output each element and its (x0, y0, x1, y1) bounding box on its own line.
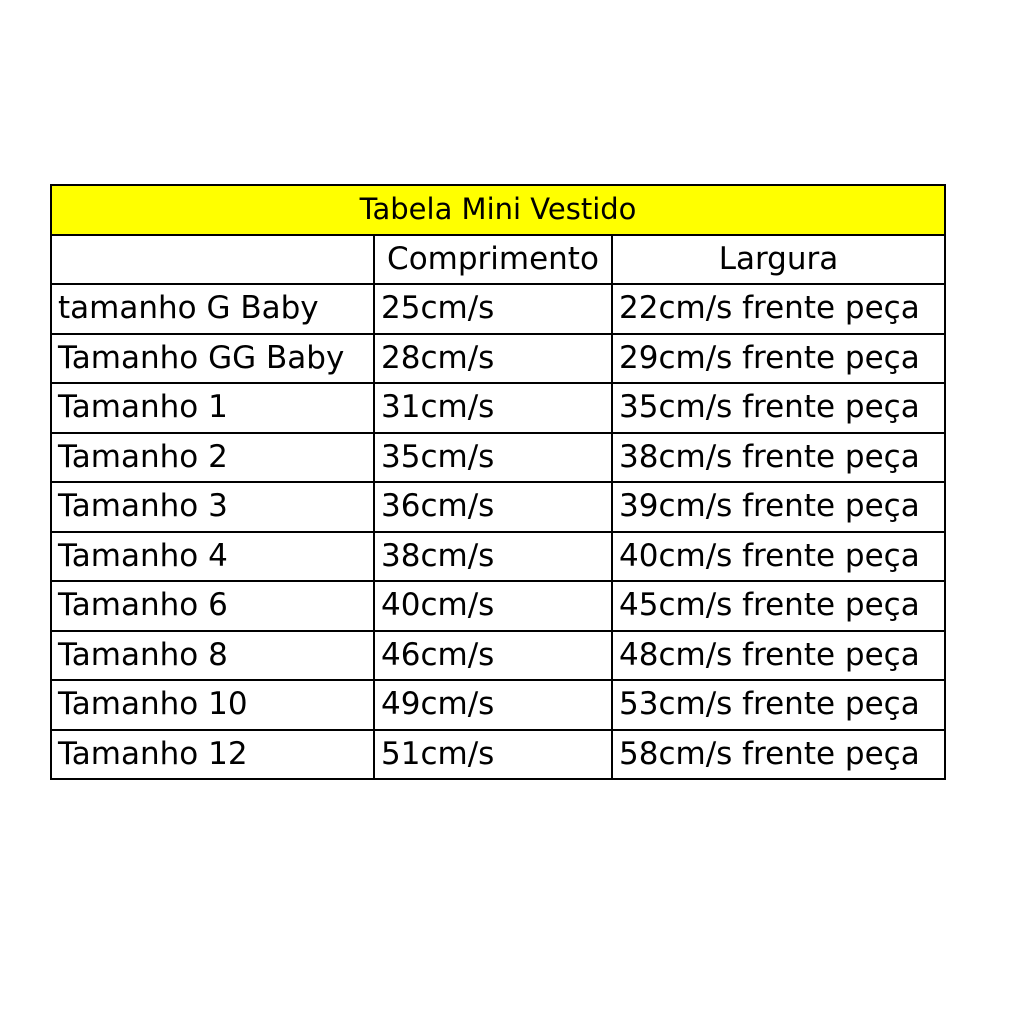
table-row (51, 680, 945, 730)
length-cell: 36cm/s (374, 482, 612, 532)
length-cell: 35cm/s (374, 433, 612, 483)
table-row (51, 284, 945, 334)
size-cell: Tamanho 1 (51, 383, 374, 433)
width-cell: 45cm/s frente peça (612, 581, 945, 631)
width-cell: 38cm/s frente peça (612, 433, 945, 483)
length-cell: 46cm/s (374, 631, 612, 681)
width-cell: 39cm/s frente peça (612, 482, 945, 532)
column-header-width: Largura (612, 235, 945, 285)
table-row (51, 383, 945, 433)
size-cell: Tamanho 6 (51, 581, 374, 631)
size-cell: Tamanho GG Baby (51, 334, 374, 384)
width-cell: 58cm/s frente peça (612, 730, 945, 780)
table-title: Tabela Mini Vestido (51, 185, 945, 235)
column-header-length: Comprimento (374, 235, 612, 285)
table-row (51, 631, 945, 681)
width-cell: 40cm/s frente peça (612, 532, 945, 582)
size-cell: Tamanho 4 (51, 532, 374, 582)
size-cell: Tamanho 3 (51, 482, 374, 532)
length-cell: 40cm/s (374, 581, 612, 631)
table-row (51, 334, 945, 384)
width-cell: 22cm/s frente peça (612, 284, 945, 334)
table-row (51, 730, 945, 780)
length-cell: 25cm/s (374, 284, 612, 334)
table-row (51, 433, 945, 483)
table-row (51, 532, 945, 582)
size-cell: tamanho G Baby (51, 284, 374, 334)
header-row (51, 235, 945, 285)
size-cell: Tamanho 12 (51, 730, 374, 780)
length-cell: 31cm/s (374, 383, 612, 433)
width-cell: 53cm/s frente peça (612, 680, 945, 730)
table-body (51, 284, 945, 779)
length-cell: 51cm/s (374, 730, 612, 780)
size-cell: Tamanho 10 (51, 680, 374, 730)
width-cell: 48cm/s frente peça (612, 631, 945, 681)
length-cell: 28cm/s (374, 334, 612, 384)
table-row (51, 581, 945, 631)
width-cell: 35cm/s frente peça (612, 383, 945, 433)
table-row (51, 482, 945, 532)
size-cell: Tamanho 2 (51, 433, 374, 483)
size-table (50, 184, 946, 780)
size-cell: Tamanho 8 (51, 631, 374, 681)
width-cell: 29cm/s frente peça (612, 334, 945, 384)
length-cell: 38cm/s (374, 532, 612, 582)
column-header-size (51, 235, 374, 285)
length-cell: 49cm/s (374, 680, 612, 730)
title-row (51, 185, 945, 235)
